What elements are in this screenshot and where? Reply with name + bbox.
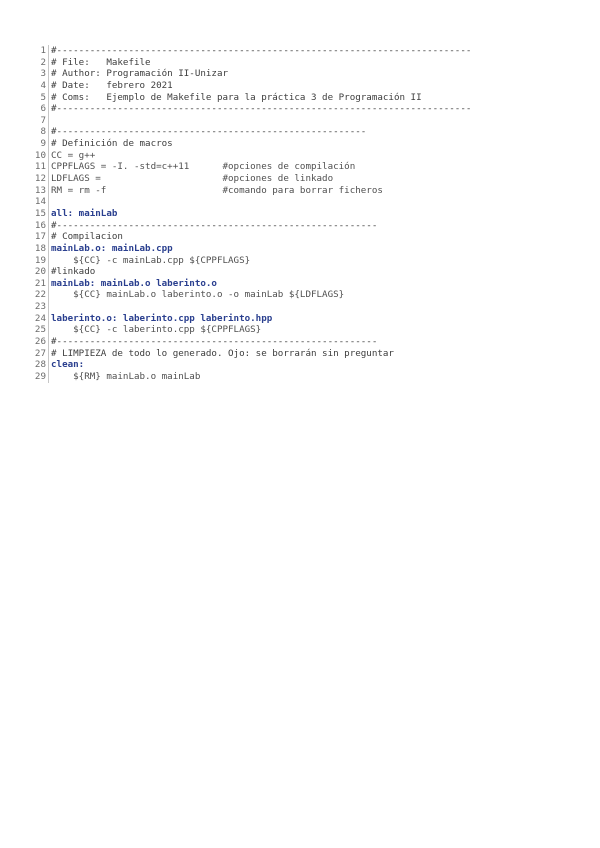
code-line [28,68,568,80]
line-number: 2 [28,57,49,69]
code-line [28,45,568,57]
line-content [49,115,568,127]
code-line [28,348,568,360]
line-number: 22 [28,289,49,301]
line-content: #--------------------------------------------------------------------------- [51,45,472,56]
code-line [28,138,568,150]
line-content: RM = rm -f #comando para borrar ficheros [51,184,383,196]
line-number: 3 [28,68,49,80]
line-number: 14 [28,196,49,208]
line-number: 28 [28,359,49,371]
line-number: 19 [28,255,49,267]
code-line [28,324,568,336]
code-line [28,150,568,162]
code-line [28,173,568,185]
line-number: 15 [28,208,49,220]
line-content: # Author: Programación II-Unizar [51,68,229,80]
line-number: 29 [28,371,49,383]
line-number: 17 [28,231,49,243]
line-content: ${RM} mainLab.o mainLab [51,370,201,382]
code-line [28,266,568,278]
code-line [28,278,568,290]
line-content: # Date: febrero 2021 [51,79,173,91]
line-content: #linkado [51,266,96,278]
line-content: ${CC} -c laberinto.cpp ${CPPFLAGS} [51,324,262,336]
line-content: CC = g++ [51,149,96,161]
code-line [28,185,568,197]
code-line [28,80,568,92]
code-line [28,57,568,69]
line-content: # LIMPIEZA de todo lo generado. Ojo: se borrarán sin preguntar [51,347,394,359]
code-line [28,208,568,220]
line-content: all: mainLab [51,207,118,219]
line-content: # Compilacion [51,231,123,243]
line-content: laberinto.o: laberinto.cpp laberinto.hpp [51,312,273,324]
line-number: 26 [28,336,49,348]
line-number: 10 [28,150,49,162]
code-line [28,313,568,325]
code-listing [28,45,568,383]
line-number: 9 [28,138,49,150]
line-content: #---------------------------------------------------------- [51,336,378,348]
line-content: ${CC} mainLab.o laberinto.o -o mainLab ${LDFLAGS} [51,289,345,301]
line-number: 4 [28,80,49,92]
code-line [28,336,568,348]
line-content [49,301,568,313]
code-line [28,359,568,371]
line-number: 1 [28,45,49,57]
code-line [28,103,568,115]
code-line [28,220,568,232]
line-number: 21 [28,278,49,290]
code-line [28,231,568,243]
code-line [28,92,568,104]
line-number: 12 [28,173,49,185]
line-number: 20 [28,266,49,278]
line-number: 13 [28,185,49,197]
line-content: ${CC} -c mainLab.cpp ${CPPFLAGS} [51,254,251,266]
line-number: 7 [28,115,49,127]
line-content: CPPFLAGS = -I. -std=c++11 #opciones de compilación [51,161,356,173]
line-content: clean: [51,359,85,371]
code-line [28,243,568,255]
line-number: 6 [28,103,49,115]
line-content: mainLab.o: mainLab.cpp [51,242,173,254]
line-number: 27 [28,348,49,360]
code-line [28,161,568,173]
line-number: 11 [28,161,49,173]
line-content: LDFLAGS = #opciones de linkado [51,173,334,185]
line-number: 8 [28,126,49,138]
line-content: mainLab: mainLab.o laberinto.o [51,277,217,289]
code-line [28,255,568,267]
line-content: #--------------------------------------------------------------------------- [51,103,472,115]
line-number: 23 [28,301,49,313]
code-line [28,196,568,208]
line-content: #---------------------------------------------------------- [51,219,378,231]
code-line [28,301,568,313]
line-number: 18 [28,243,49,255]
line-number: 24 [28,313,49,325]
line-content: # File: Makefile [51,56,151,68]
line-number: 5 [28,92,49,104]
line-content [49,196,568,208]
code-line [28,115,568,127]
line-number: 25 [28,324,49,336]
line-content: # Coms: Ejemplo de Makefile para la práctica 3 de Programación II [51,91,422,103]
code-line [28,371,568,383]
code-line [28,126,568,138]
line-content: #-------------------------------------------------------- [51,126,367,138]
code-line [28,289,568,301]
line-number: 16 [28,220,49,232]
line-content: # Definición de macros [51,138,173,150]
